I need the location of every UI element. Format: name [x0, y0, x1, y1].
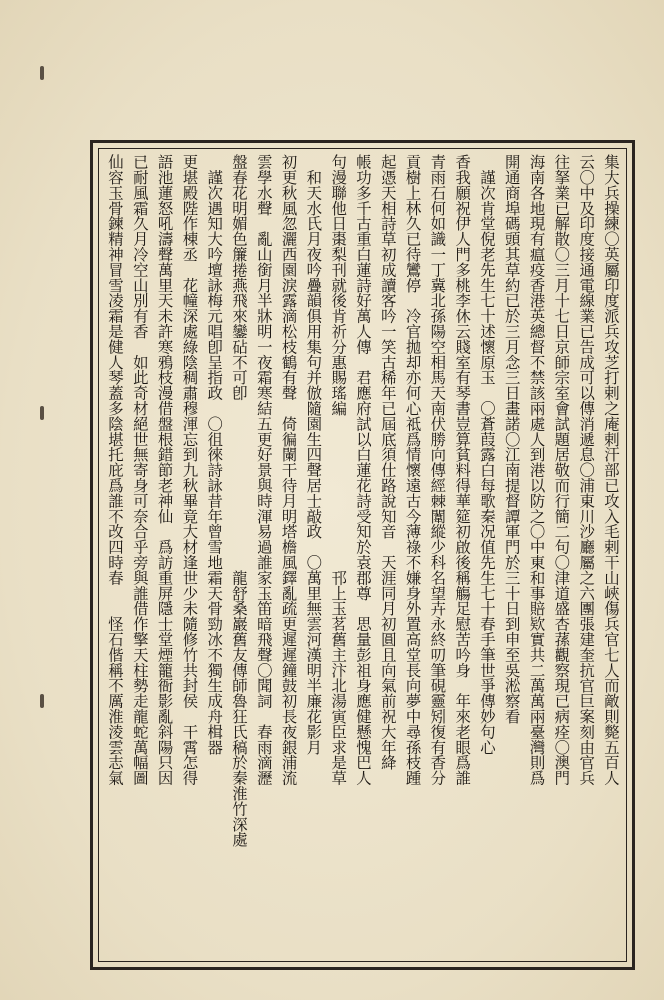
binding-hole-mark	[40, 66, 44, 80]
text-column: 海南各地現有瘟疫香港英總督不禁該兩處人到港以防之〇中東和事賠欵實共二萬萬兩臺灣則爲	[527, 154, 546, 786]
text-column: 開通商埠碼頭其草約已於三月念三日畫諾〇江南提督譚軍門於三十日到申至吳淞察看	[502, 154, 521, 724]
text-column: 青雨石何如識一丁冀北孫陽空相馬天南伏勝向傳經棘闈縱少科名望卉永終叨筆硯靈矧復有香分	[428, 154, 447, 786]
text-column: 句漫聯他日棗梨刊就後肯祈分惠賜瑤編 邗上玉茗舊主汴北湯寅臣求是草	[329, 154, 348, 786]
text-column: 謹次遇知大吟壇詠梅元唱卽呈指政 〇徂徠詩詠昔年曾雪地霜天骨勁冰不獨生成舟楫器	[205, 154, 224, 755]
text-column: 起憑天相詩草初成讀客吟一笑古稀年已屆底須仕路說知音 天涯同月初圓且向氣前祝大年絳	[378, 154, 397, 770]
binding-hole-mark	[40, 694, 44, 708]
text-column: 已耐風霜久月冷空山別有香 如此奇材絕世無寄身可奈合乎旁與誰借作擎天柱勢走龍蛇萬幅圖	[130, 154, 149, 786]
text-column: 仙容玉骨鍊精神冒雪凌霜是健人琴蓋多陰堪托庇爲誰不改四時春 怪石偕稱不厲淮淩雲志氣	[106, 154, 124, 786]
text-column: 雲學水聲 亂山銜月半牀明一夜霜寒結五更好景與時渾易過誰家玉笛暗飛聲〇聞詞 春雨滴瀝	[254, 154, 273, 786]
text-column: 帳功多千古重白蓮詩好萬人傳 君應府試以白蓮花詩受知於袁郡尊 思量彭祖身應健懸愧巴人	[353, 154, 372, 786]
text-column: 初更秋風忽灑西園淚露滴松枝鶴有聲 倚徧闌干待月明塔檐風鐸亂疏更遲遲鐘鼓初長夜銀浦流	[279, 154, 298, 786]
text-column: 貢樹上林久已待鸞停 冷官拋却亦何心祗爲情懷遠古今薄祿不嫌身外置高堂長向夢中尋孫枝踵	[403, 154, 422, 786]
text-column: 謹次肯堂倪老先生七十述懷原玉 〇蒼葭露白每歌秦况值先生七十春手筆世爭傳妙句心	[477, 154, 496, 755]
text-column: 盤春花明媚色簾捲燕飛來鑾砧不可卽 龍舒桑巖舊友傳師魯狂氏稿於秦淮竹深處	[229, 154, 248, 847]
text-column: 語池蓮怒吼濤聲萬里天未許寒鴉枝漫借盤根錯節老神仙 爲訪重屏隱士堂煙籠衙影亂斜陽只因	[155, 154, 174, 786]
text-column: 云〇中及印度接通電線業已告成可以傳消遞息〇浦東川沙廳屬之六團張建奎抗官巨案刻由官兵	[577, 154, 596, 786]
vertical-text-block	[104, 154, 622, 958]
text-column: 往拏業已解散〇三月十七日京師宗室會試題居敬而行簡二句〇津道盛杏蓀觀察現已病痊〇澳門	[552, 154, 571, 786]
text-column: 和天水氏月夜吟疊韻俱用集句并倣隨園生四聲居士敲政 〇萬里無雲河漢明半廉花影月	[304, 154, 323, 755]
binding-hole-mark	[40, 406, 44, 420]
text-column: 集大兵操練〇英屬印度派兵攻芝打剌之庵剌汗部已攻入毛剌干山峽傷兵官七人而敵則斃五百人	[601, 154, 620, 786]
text-column: 更堪殿陛作棟丞 花幢深處綠陰稠肅穆渾忘到九秋畢竟大材逢世少未隨修竹共封侯 干霄怎得	[180, 154, 199, 786]
text-column: 香我願祝伊人門多桃李休云賤室有琴書豈算貧料得華筵初啟後稱觴足慰苦吟身 年來老眼爲誰	[453, 154, 472, 786]
